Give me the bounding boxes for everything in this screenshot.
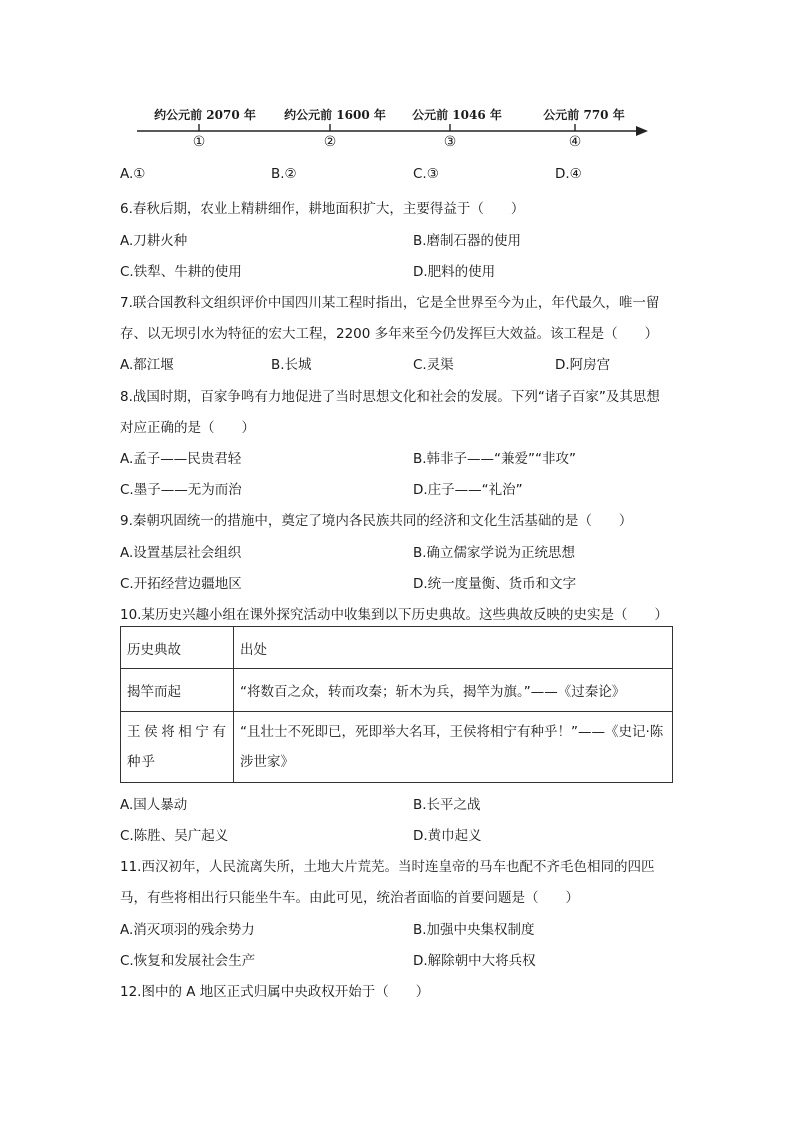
q9-stem: 9.秦朝巩固统一的措施中，奠定了境内各民族共同的经济和文化生活基础的是（ ） [120, 513, 633, 529]
q8-option-b[interactable]: B.韩非子——“兼爱”“非攻” [413, 451, 577, 467]
q8-option-d[interactable]: D.庄子——“礼治” [413, 482, 523, 498]
timeline-label-1: 约公元前 2070 年 [154, 108, 256, 122]
timeline-marker-3: ③ [443, 134, 457, 150]
timeline-label-2: 约公元前 1600 年 [284, 108, 386, 122]
q8-option-a[interactable]: A.孟子——民贵君轻 [120, 451, 242, 467]
q7-option-b[interactable]: B.长城 [271, 357, 312, 373]
timeline-marker-2: ② [323, 134, 337, 150]
q9-option-a[interactable]: A.设置基层社会组织 [120, 545, 242, 561]
q10-source-table [120, 626, 673, 783]
q10-option-a[interactable]: A.国人暴动 [120, 797, 188, 813]
q7-option-c[interactable]: C.灵渠 [413, 357, 454, 373]
q11-option-b[interactable]: B.加强中央集权制度 [413, 922, 535, 938]
q9-option-d[interactable]: D.统一度量衡、货币和文字 [413, 576, 577, 592]
q6-stem: 6.春秋后期，农业上精耕细作，耕地面积扩大，主要得益于（ ） [120, 201, 525, 217]
q6-option-a[interactable]: A.刀耕火种 [120, 233, 188, 249]
q7-stem-line1: 7.联合国教科文组织评价中国四川某工程时指出，它是全世界至今为止，年代最久，唯一留 [120, 295, 660, 311]
q11-stem-line2: 马，有些将相出行只能坐牛车。由此可见，统治者面临的首要问题是（ ） [120, 890, 579, 906]
q5-option-b[interactable]: B.② [271, 166, 297, 182]
q11-option-a[interactable]: A.消灭项羽的残余势力 [120, 922, 255, 938]
table-cell-allusion: 揭竿而起 [121, 669, 234, 712]
q10-option-d[interactable]: D.黄巾起义 [413, 828, 482, 844]
q7-stem-line2: 存、以无坝引水为特征的宏大工程，2200 多年来至今仍发挥巨大效益。该工程是（ ） [120, 326, 659, 342]
q9-option-b[interactable]: B.确立儒家学说为正统思想 [413, 545, 576, 561]
table-header-allusion: 历史典故 [121, 627, 234, 669]
q7-option-a[interactable]: A.都江堰 [120, 357, 174, 373]
table-header-source: 出处 [234, 627, 673, 669]
q10-stem: 10.某历史兴趣小组在课外探究活动中收集到以下历史典故。这些典故反映的史实是（ ） [120, 607, 668, 623]
q8-stem-line1: 8.战国时期，百家争鸣有力地促进了当时思想文化和社会的发展。下列“诸子百家”及其思想 [120, 389, 660, 405]
table-row [121, 669, 673, 712]
q6-option-d[interactable]: D.肥料的使用 [413, 264, 496, 280]
q10-option-c[interactable]: C.陈胜、吴广起义 [120, 828, 229, 844]
q6-option-b[interactable]: B.磨制石器的使用 [413, 233, 522, 249]
table-row [121, 712, 673, 783]
table-cell-allusion: 王侯将相宁有种乎 [121, 712, 234, 783]
q9-option-c[interactable]: C.开拓经营边疆地区 [120, 576, 242, 592]
q5-option-d[interactable]: D.④ [555, 166, 582, 182]
q12-stem: 12.图中的 A 地区正式归属中央政权开始于（ ） [120, 984, 430, 1000]
timeline-label-4: 公元前 770 年 [543, 108, 625, 122]
timeline-marker-1: ① [192, 134, 206, 150]
q8-option-c[interactable]: C.墨子——无为而治 [120, 482, 242, 498]
q7-option-d[interactable]: D.阿房宫 [555, 357, 611, 373]
q8-stem-line2: 对应正确的是（ ） [120, 420, 255, 436]
q10-option-b[interactable]: B.长平之战 [413, 797, 481, 813]
q5-option-a[interactable]: A.① [120, 166, 146, 182]
timeline-axis [0, 0, 794, 160]
timeline-marker-4: ④ [568, 134, 582, 150]
q11-option-c[interactable]: C.恢复和发展社会生产 [120, 953, 256, 969]
q11-stem-line1: 11.西汉初年，人民流离失所，土地大片荒芜。当时连皇帝的马车也配不齐毛色相同的四匹 [120, 859, 655, 875]
table-cell-source: “且壮士不死即已，死即举大名耳，王侯将相宁有种乎！”——《史记·陈涉世家》 [234, 712, 673, 783]
table-cell-source: “将数百之众，转而攻秦；斩木为兵，揭竿为旗。”——《过秦论》 [234, 669, 673, 712]
timeline-label-3: 公元前 1046 年 [412, 108, 502, 122]
q11-option-d[interactable]: D.解除朝中大将兵权 [413, 953, 536, 969]
table-header-row [121, 627, 673, 669]
q5-option-c[interactable]: C.③ [413, 166, 439, 182]
q6-option-c[interactable]: C.铁犁、牛耕的使用 [120, 264, 242, 280]
